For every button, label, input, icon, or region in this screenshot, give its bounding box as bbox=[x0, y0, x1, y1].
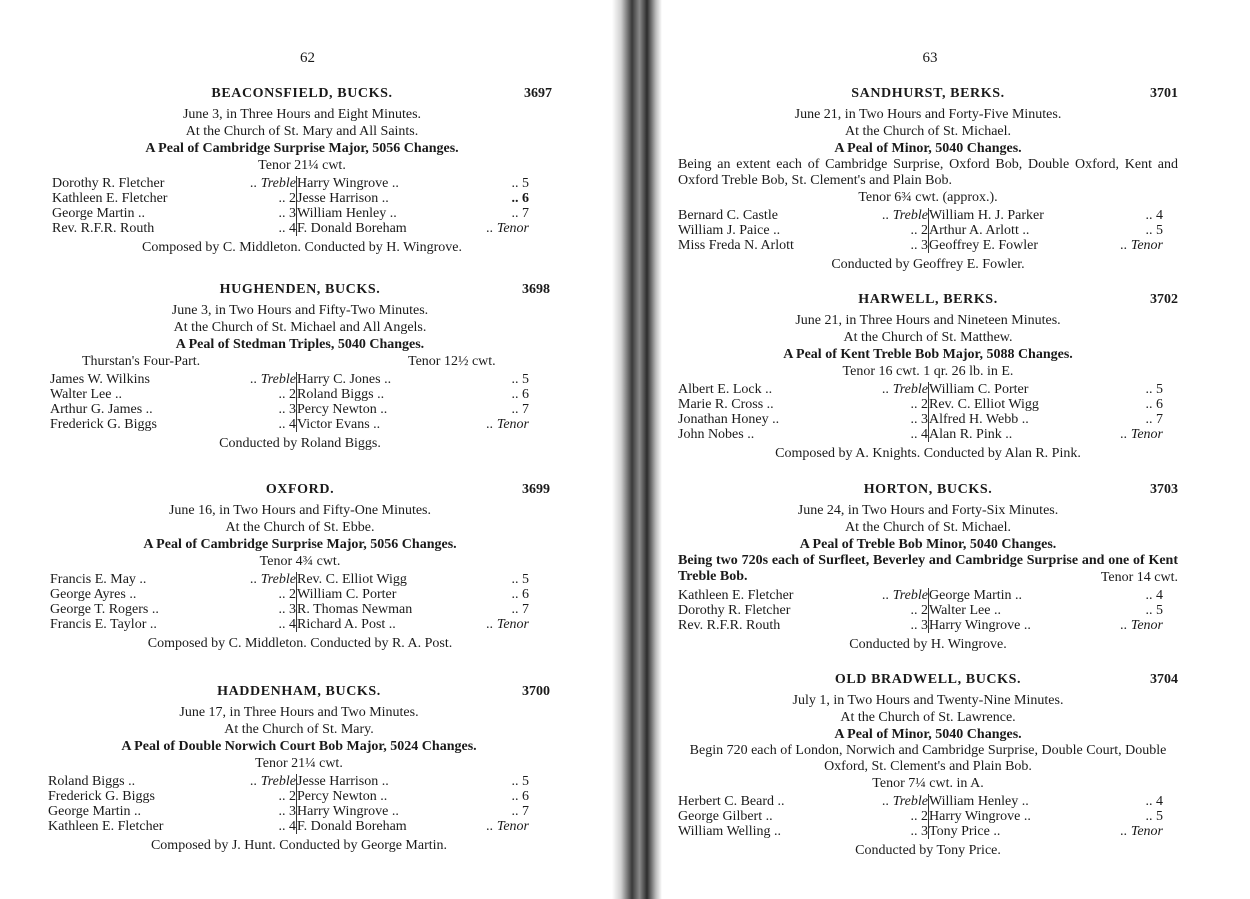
band-row bbox=[50, 417, 529, 432]
peal-place: HUGHENDEN, BUCKS. bbox=[219, 282, 381, 297]
ringer-bell: .. 4 bbox=[1145, 794, 1163, 809]
ringer-name: Tony Price .. bbox=[929, 824, 1092, 839]
ringer-bell: .. 6 bbox=[511, 387, 529, 402]
band-row bbox=[50, 387, 529, 402]
peal-entry bbox=[50, 482, 550, 653]
peal-method: A Peal of Treble Bob Minor, 5040 Changes. bbox=[799, 537, 1057, 552]
ringer-name: F. Donald Boreham bbox=[297, 819, 458, 834]
peal-church: At the Church of St. Michael. bbox=[844, 124, 1012, 139]
ringer-bell: .. 2 bbox=[278, 789, 296, 804]
ringer-bell: .. Tenor bbox=[1120, 427, 1163, 442]
ringer-name: George Martin .. bbox=[48, 804, 142, 819]
peal-number: 3702 bbox=[1150, 292, 1178, 307]
peal-time: June 3, in Three Hours and Eight Minutes. bbox=[182, 107, 422, 122]
peal-entry bbox=[678, 482, 1178, 654]
peal-time: June 24, in Two Hours and Forty-Six Minutes. bbox=[797, 503, 1059, 518]
peal-number: 3704 bbox=[1150, 672, 1178, 687]
ringer-name: Arthur G. James .. bbox=[50, 402, 153, 417]
ringer-bell: .. 3 bbox=[278, 402, 296, 417]
peal-extent: Begin 720 each of London, Norwich and Cambridge Surprise, Double Court, Double Oxford, St. Clement's and Plain Bob. bbox=[689, 743, 1167, 774]
band-row bbox=[678, 618, 1163, 633]
ringer-bell: .. 4 bbox=[278, 417, 296, 432]
peal-number: 3698 bbox=[522, 282, 550, 297]
ringer-name: R. Thomas Newman bbox=[297, 602, 458, 617]
band-table bbox=[50, 372, 529, 432]
band-row bbox=[50, 602, 529, 617]
peal-method: A Peal of Cambridge Surprise Major, 5056 Changes. bbox=[145, 141, 459, 156]
ringer-bell: .. 6 bbox=[1145, 397, 1163, 412]
ringer-name: William C. Porter bbox=[297, 587, 458, 602]
peal-church: At the Church of St. Mary and All Saints. bbox=[185, 124, 419, 139]
ringer-bell: .. 7 bbox=[511, 402, 529, 417]
peal-place: HADDENHAM, BUCKS. bbox=[217, 684, 381, 699]
ringer-name: Richard A. Post .. bbox=[297, 617, 458, 632]
band-table bbox=[678, 208, 1163, 253]
ringer-bell: .. 4 bbox=[1145, 588, 1163, 603]
ringer-bell: .. Tenor bbox=[1120, 238, 1163, 253]
ringer-bell: .. 5 bbox=[511, 176, 529, 191]
ringer-name: William H. J. Parker bbox=[929, 208, 1092, 223]
peal-church: At the Church of St. Matthew. bbox=[843, 330, 1013, 345]
ringer-bell: .. 7 bbox=[511, 206, 529, 221]
ringer-name: Harry Wingrove .. bbox=[297, 176, 458, 191]
peal-church: At the Church of St. Michael. bbox=[844, 520, 1012, 535]
band-table bbox=[678, 794, 1163, 839]
peal-number: 3699 bbox=[522, 482, 550, 497]
ringer-name: Harry Wingrove .. bbox=[929, 618, 1092, 633]
ringer-bell: .. 6 bbox=[511, 191, 529, 206]
band-row bbox=[48, 819, 529, 834]
ringer-name: Alan R. Pink .. bbox=[929, 427, 1092, 442]
ringer-name: John Nobes .. bbox=[678, 427, 755, 442]
band-row bbox=[50, 372, 529, 387]
ringer-bell: .. Tenor bbox=[486, 221, 529, 236]
ringer-name: William C. Porter bbox=[929, 382, 1092, 397]
ringer-name: Percy Newton .. bbox=[297, 402, 458, 417]
peal-number: 3703 bbox=[1150, 482, 1178, 497]
ringer-bell: .. 5 bbox=[511, 774, 529, 789]
ringer-name: Miss Freda N. Arlott bbox=[678, 238, 794, 253]
band-table bbox=[50, 572, 529, 632]
ringer-name: Harry Wingrove .. bbox=[929, 809, 1092, 824]
ringer-bell: .. 2 bbox=[278, 587, 296, 602]
ringer-bell: .. 3 bbox=[910, 412, 928, 427]
peal-tenor: Tenor 16 cwt. 1 qr. 26 lb. in E. bbox=[842, 364, 1014, 379]
ringer-bell: .. 2 bbox=[910, 603, 928, 618]
band-row bbox=[678, 794, 1163, 809]
peal-method: A Peal of Double Norwich Court Bob Major, 5024 Changes. bbox=[121, 739, 477, 754]
peal-extent: Being two 720s each of Surfleet, Beverley and Cambridge Surprise and one of Kent Treble Bob. bbox=[678, 553, 1178, 584]
ringer-bell: .. Treble bbox=[250, 774, 296, 789]
ringer-bell: .. Tenor bbox=[1120, 824, 1163, 839]
peal-credit: Conducted by H. Wingrove. bbox=[849, 637, 1007, 652]
peal-time: June 21, in Three Hours and Nineteen Minutes. bbox=[795, 313, 1061, 328]
peal-method: A Peal of Kent Treble Bob Major, 5088 Changes. bbox=[783, 347, 1073, 362]
band-row bbox=[48, 774, 529, 789]
peal-tenor: Tenor 14 cwt. bbox=[1100, 570, 1178, 585]
ringer-name: Harry C. Jones .. bbox=[297, 372, 458, 387]
ringer-name: Rev. C. Elliot Wigg bbox=[929, 397, 1092, 412]
band-table bbox=[48, 774, 529, 834]
peal-place: OXFORD. bbox=[265, 482, 335, 497]
page-number: 63 bbox=[922, 50, 938, 66]
peal-place: SANDHURST, BERKS. bbox=[851, 86, 1005, 101]
band-row bbox=[678, 208, 1163, 223]
ringer-name: Rev. R.F.R. Routh bbox=[52, 221, 155, 236]
peal-method: A Peal of Minor, 5040 Changes. bbox=[834, 727, 1022, 742]
band-table bbox=[678, 588, 1163, 633]
peal-church: At the Church of St. Michael and All Angels. bbox=[173, 320, 427, 335]
ringer-bell: .. 6 bbox=[511, 587, 529, 602]
ringer-name: Arthur A. Arlott .. bbox=[929, 223, 1092, 238]
ringer-name: William J. Paice .. bbox=[678, 223, 781, 238]
ringer-name: Geoffrey E. Fowler bbox=[929, 238, 1092, 253]
peal-tenor: Tenor 4¾ cwt. bbox=[259, 554, 341, 569]
peal-place: OLD BRADWELL, BUCKS. bbox=[834, 672, 1022, 687]
band-row bbox=[678, 603, 1163, 618]
band-row bbox=[678, 238, 1163, 253]
ringer-bell: .. Tenor bbox=[486, 417, 529, 432]
band-row bbox=[50, 572, 529, 587]
composition-tenor-line bbox=[50, 353, 550, 370]
ringer-bell: .. 3 bbox=[910, 618, 928, 633]
peal-tenor: Tenor 21¼ cwt. bbox=[255, 756, 343, 771]
ringer-name: Walter Lee .. bbox=[50, 387, 122, 402]
ringer-name: Jesse Harrison .. bbox=[297, 774, 458, 789]
peal-church: At the Church of St. Lawrence. bbox=[840, 710, 1016, 725]
ringer-name: George Martin .. bbox=[929, 588, 1092, 603]
ringer-bell: .. Treble bbox=[882, 794, 928, 809]
peal-credit: Conducted by Tony Price. bbox=[855, 843, 1001, 858]
ringer-bell: .. 3 bbox=[278, 804, 296, 819]
band-row bbox=[50, 617, 529, 632]
peal-entry bbox=[678, 292, 1178, 463]
ringer-name: Francis E. May .. bbox=[50, 572, 147, 587]
ringer-bell: .. 2 bbox=[278, 191, 296, 206]
ringer-name: William Welling .. bbox=[678, 824, 782, 839]
band-row bbox=[678, 427, 1163, 442]
ringer-name: Alfred H. Webb .. bbox=[929, 412, 1092, 427]
peal-place: BEACONSFIELD, BUCKS. bbox=[211, 86, 393, 101]
ringer-bell: .. 4 bbox=[910, 427, 928, 442]
peal-time: June 17, in Three Hours and Two Minutes. bbox=[179, 705, 419, 720]
band-row bbox=[52, 191, 529, 206]
peal-method: A Peal of Stedman Triples, 5040 Changes. bbox=[175, 337, 425, 352]
ringer-name: Kathleen E. Fletcher bbox=[48, 819, 164, 834]
ringer-name: Jonathan Honey .. bbox=[678, 412, 780, 427]
left-page bbox=[0, 0, 615, 899]
ringer-bell: .. 7 bbox=[1145, 412, 1163, 427]
ringer-name: Francis E. Taylor .. bbox=[50, 617, 157, 632]
ringer-bell: .. 2 bbox=[910, 809, 928, 824]
band-row bbox=[52, 221, 529, 236]
peal-number: 3697 bbox=[524, 86, 552, 101]
peal-entry bbox=[52, 86, 552, 257]
peal-credit: Conducted by Roland Biggs. bbox=[219, 436, 381, 451]
ringer-bell: .. 7 bbox=[511, 804, 529, 819]
band-row bbox=[678, 809, 1163, 824]
right-page bbox=[655, 0, 1250, 899]
peal-credit: Composed by J. Hunt. Conducted by George Martin. bbox=[150, 838, 448, 853]
ringer-name: William Henley .. bbox=[297, 206, 458, 221]
ringer-bell: .. 5 bbox=[511, 372, 529, 387]
peal-tenor: Tenor 12½ cwt. bbox=[408, 354, 496, 369]
peal-tenor: Tenor 7¼ cwt. in A. bbox=[872, 776, 984, 791]
peal-tenor: Tenor 21¼ cwt. bbox=[258, 158, 346, 173]
peal-time: June 16, in Two Hours and Fifty-One Minutes. bbox=[168, 503, 432, 518]
ringer-bell: .. Treble bbox=[250, 572, 296, 587]
ringer-name: William Henley .. bbox=[929, 794, 1092, 809]
peal-time: June 3, in Two Hours and Fifty-Two Minutes. bbox=[171, 303, 429, 318]
ringer-name: George Gilbert .. bbox=[678, 809, 773, 824]
peal-place: HORTON, BUCKS. bbox=[863, 482, 993, 497]
peal-credit: Composed by C. Middleton. Conducted by R. A. Post. bbox=[147, 636, 453, 651]
ringer-name: Kathleen E. Fletcher bbox=[52, 191, 168, 206]
peal-entry bbox=[678, 672, 1178, 860]
ringer-bell: .. 3 bbox=[278, 206, 296, 221]
band-row bbox=[50, 402, 529, 417]
ringer-bell: .. Treble bbox=[250, 176, 296, 191]
band-row bbox=[678, 412, 1163, 427]
ringer-bell: .. Treble bbox=[882, 208, 928, 223]
ringer-bell: .. 6 bbox=[511, 789, 529, 804]
ringer-name: Rev. C. Elliot Wigg bbox=[297, 572, 458, 587]
ringer-name: Victor Evans .. bbox=[297, 417, 458, 432]
ringer-name: Herbert C. Beard .. bbox=[678, 794, 785, 809]
ringer-name: James W. Wilkins bbox=[50, 372, 150, 387]
ringer-bell: .. 4 bbox=[278, 617, 296, 632]
ringer-name: George T. Rogers .. bbox=[50, 602, 159, 617]
peal-tenor: Tenor 6¾ cwt. (approx.). bbox=[858, 190, 998, 205]
ringer-bell: .. Treble bbox=[250, 372, 296, 387]
band-table bbox=[678, 382, 1163, 442]
peal-place: HARWELL, BERKS. bbox=[858, 292, 998, 307]
ringer-bell: .. 5 bbox=[511, 572, 529, 587]
band-row bbox=[52, 176, 529, 191]
ringer-name: Harry Wingrove .. bbox=[297, 804, 458, 819]
ringer-name: George Ayres .. bbox=[50, 587, 137, 602]
ringer-bell: .. 3 bbox=[910, 238, 928, 253]
ringer-bell: .. Tenor bbox=[486, 617, 529, 632]
ringer-bell: .. Treble bbox=[882, 382, 928, 397]
ringer-bell: .. 3 bbox=[278, 602, 296, 617]
ringer-bell: .. Treble bbox=[882, 588, 928, 603]
peal-credit: Conducted by Geoffrey E. Fowler. bbox=[831, 257, 1025, 272]
peal-method: A Peal of Cambridge Surprise Major, 5056 Changes. bbox=[143, 537, 457, 552]
ringer-name: Dorothy R. Fletcher bbox=[52, 176, 165, 191]
band-row bbox=[678, 223, 1163, 238]
ringer-bell: .. 2 bbox=[910, 397, 928, 412]
ringer-bell: .. 3 bbox=[910, 824, 928, 839]
peal-time: June 21, in Two Hours and Forty-Five Minutes. bbox=[794, 107, 1062, 122]
ringer-bell: .. 7 bbox=[511, 602, 529, 617]
peal-number: 3700 bbox=[522, 684, 550, 699]
peal-church: At the Church of St. Mary. bbox=[224, 722, 374, 737]
ringer-bell: .. 5 bbox=[1145, 223, 1163, 238]
band-row bbox=[48, 804, 529, 819]
peal-entry bbox=[48, 684, 550, 855]
peal-credit: Composed by C. Middleton. Conducted by H. Wingrove. bbox=[142, 240, 462, 255]
ringer-name: Marie R. Cross .. bbox=[678, 397, 774, 412]
ringer-name: Rev. R.F.R. Routh bbox=[678, 618, 781, 633]
ringer-name: Dorothy R. Fletcher bbox=[678, 603, 791, 618]
ringer-bell: .. 2 bbox=[910, 223, 928, 238]
ringer-name: Frederick G. Biggs bbox=[50, 417, 157, 432]
ringer-bell: .. Tenor bbox=[1120, 618, 1163, 633]
ringer-name: F. Donald Boreham bbox=[297, 221, 458, 236]
ringer-name: George Martin .. bbox=[52, 206, 146, 221]
ringer-name: Walter Lee .. bbox=[929, 603, 1092, 618]
band-table bbox=[52, 176, 529, 236]
ringer-bell: .. 5 bbox=[1145, 382, 1163, 397]
ringer-name: Percy Newton .. bbox=[297, 789, 458, 804]
peal-credit: Composed by A. Knights. Conducted by Alan R. Pink. bbox=[775, 446, 1081, 461]
ringer-bell: .. 2 bbox=[278, 387, 296, 402]
page-number: 62 bbox=[300, 50, 315, 66]
peal-time: July 1, in Two Hours and Twenty-Nine Minutes. bbox=[792, 693, 1064, 708]
ringer-bell: .. 4 bbox=[278, 819, 296, 834]
ringer-name: Roland Biggs .. bbox=[297, 387, 458, 402]
band-row bbox=[678, 382, 1163, 397]
band-row bbox=[52, 206, 529, 221]
ringer-bell: .. 4 bbox=[278, 221, 296, 236]
peal-church: At the Church of St. Ebbe. bbox=[225, 520, 375, 535]
ringer-name: Albert E. Lock .. bbox=[678, 382, 773, 397]
band-row bbox=[678, 824, 1163, 839]
ringer-bell: .. 4 bbox=[1145, 208, 1163, 223]
ringer-bell: .. Tenor bbox=[486, 819, 529, 834]
band-row bbox=[678, 397, 1163, 412]
band-row bbox=[678, 588, 1163, 603]
ringer-name: Jesse Harrison .. bbox=[297, 191, 458, 206]
ringer-name: Roland Biggs .. bbox=[48, 774, 136, 789]
ringer-name: Kathleen E. Fletcher bbox=[678, 588, 794, 603]
peal-number: 3701 bbox=[1150, 86, 1178, 101]
band-row bbox=[50, 587, 529, 602]
peal-composition: Thurstan's Four-Part. bbox=[82, 354, 201, 369]
ringer-name: Bernard C. Castle bbox=[678, 208, 778, 223]
peal-extent: Being an extent each of Cambridge Surprise, Oxford Bob, Double Oxford, Kent and Oxford Treble Bob, St. Clement's and Plain Bob. bbox=[678, 157, 1178, 188]
band-row bbox=[48, 789, 529, 804]
ringer-name: Frederick G. Biggs bbox=[48, 789, 155, 804]
peal-entry bbox=[50, 282, 550, 453]
ringer-bell: .. 5 bbox=[1145, 809, 1163, 824]
peal-entry bbox=[678, 86, 1178, 274]
peal-method: A Peal of Minor, 5040 Changes. bbox=[834, 141, 1022, 156]
ringer-bell: .. 5 bbox=[1145, 603, 1163, 618]
